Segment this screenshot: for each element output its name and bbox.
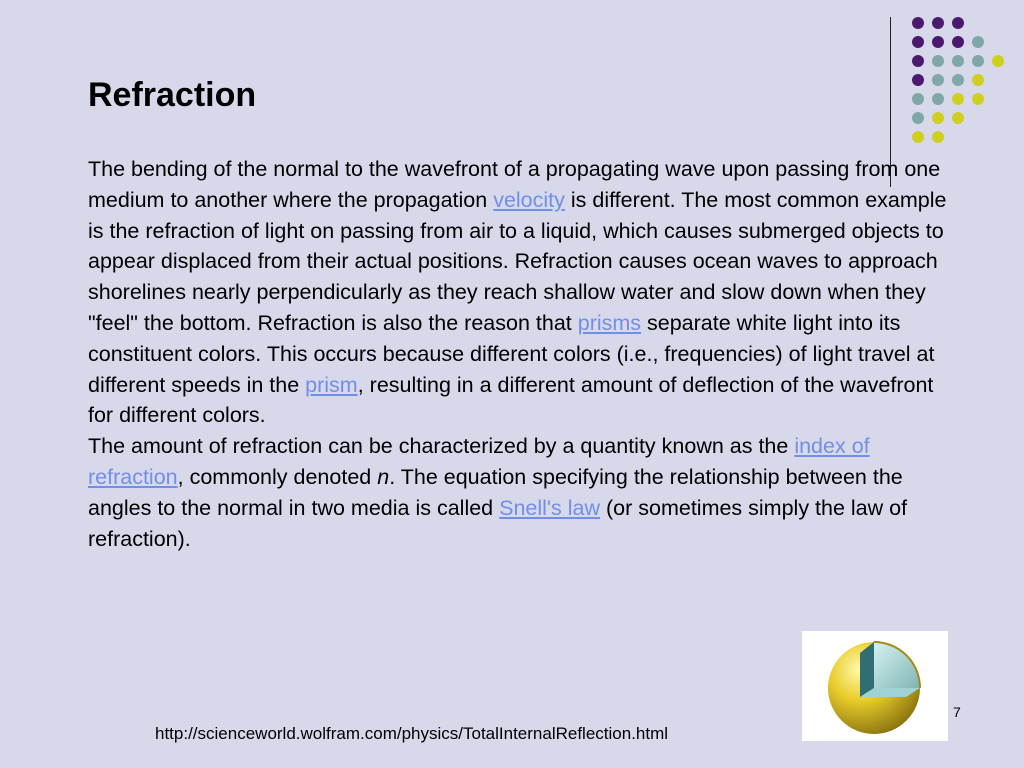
dot-yellow (972, 74, 984, 86)
paragraph-text: , resulting in a different amount of deflection of the wavefront for different colors. (88, 372, 934, 428)
paragraph-text: (or sometimes simply the law of refraction). (88, 495, 908, 551)
source-url: http://scienceworld.wolfram.com/physics/TotalInternalReflection.html (155, 724, 669, 743)
dot-purple (912, 74, 924, 86)
link-velocity[interactable]: velocity (493, 187, 565, 212)
dot-yellow (912, 131, 924, 143)
paragraph-text: is different. The most common example is the refraction of light on passing from air to a liquid, which causes submerged objects to appear displaced from their actual positions. Refraction causes ocean waves to approach shorelines nearly perpendicularly as they reach shallow water and slow down when they "feel" the bottom. Refraction is also the reason that (88, 187, 947, 335)
dot-purple (912, 17, 924, 29)
link-index-of-refraction[interactable]: index of refraction (88, 434, 870, 489)
dot-yellow (992, 55, 1004, 67)
dot-yellow (952, 112, 964, 124)
link-snells-law[interactable]: Snell's law (499, 495, 601, 520)
dot-yellow (932, 131, 944, 143)
dot-purple (952, 36, 964, 48)
dot-purple (932, 36, 944, 48)
slide-body (88, 154, 958, 554)
dot-purple (912, 55, 924, 67)
paragraph-definition (88, 154, 958, 431)
slide-title: Refraction (88, 76, 257, 114)
dot-purple (912, 36, 924, 48)
dot-yellow (932, 112, 944, 124)
dot-teal (972, 36, 984, 48)
symbol-n: n (377, 464, 390, 489)
paragraph-text: The bending of the normal to the wavefront of a propagating wave upon passing from one medium to another where the propagation (88, 157, 941, 212)
paragraph-text: The amount of refraction can be characterized by a quantity known as the (88, 434, 795, 459)
cutaway-sphere-image (802, 631, 948, 741)
dot-teal (952, 55, 964, 67)
link-prisms[interactable]: prisms (577, 310, 642, 335)
paragraph-text: , commonly denoted (177, 464, 378, 489)
dot-teal (952, 74, 964, 86)
dot-purple (932, 17, 944, 29)
paragraph-index (88, 431, 958, 554)
slide-number: 7 (953, 704, 961, 720)
dot-teal (912, 93, 924, 105)
link-prism[interactable]: prism (305, 372, 358, 397)
dot-teal (932, 55, 944, 67)
dot-teal (932, 74, 944, 86)
cutaway-sphere-icon (802, 631, 948, 741)
paragraph-text: . The equation specifying the relationship between the angles to the normal in two media is called (88, 464, 903, 520)
dot-teal (972, 55, 984, 67)
dot-yellow (972, 93, 984, 105)
dot-purple (952, 17, 964, 29)
dot-yellow (952, 93, 964, 105)
paragraph-text: separate white light into its constituent colors. This occurs because different colors (i.e., frequencies) of light travel at different speeds in the (88, 310, 935, 397)
dot-teal (932, 93, 944, 105)
dot-teal (912, 112, 924, 124)
